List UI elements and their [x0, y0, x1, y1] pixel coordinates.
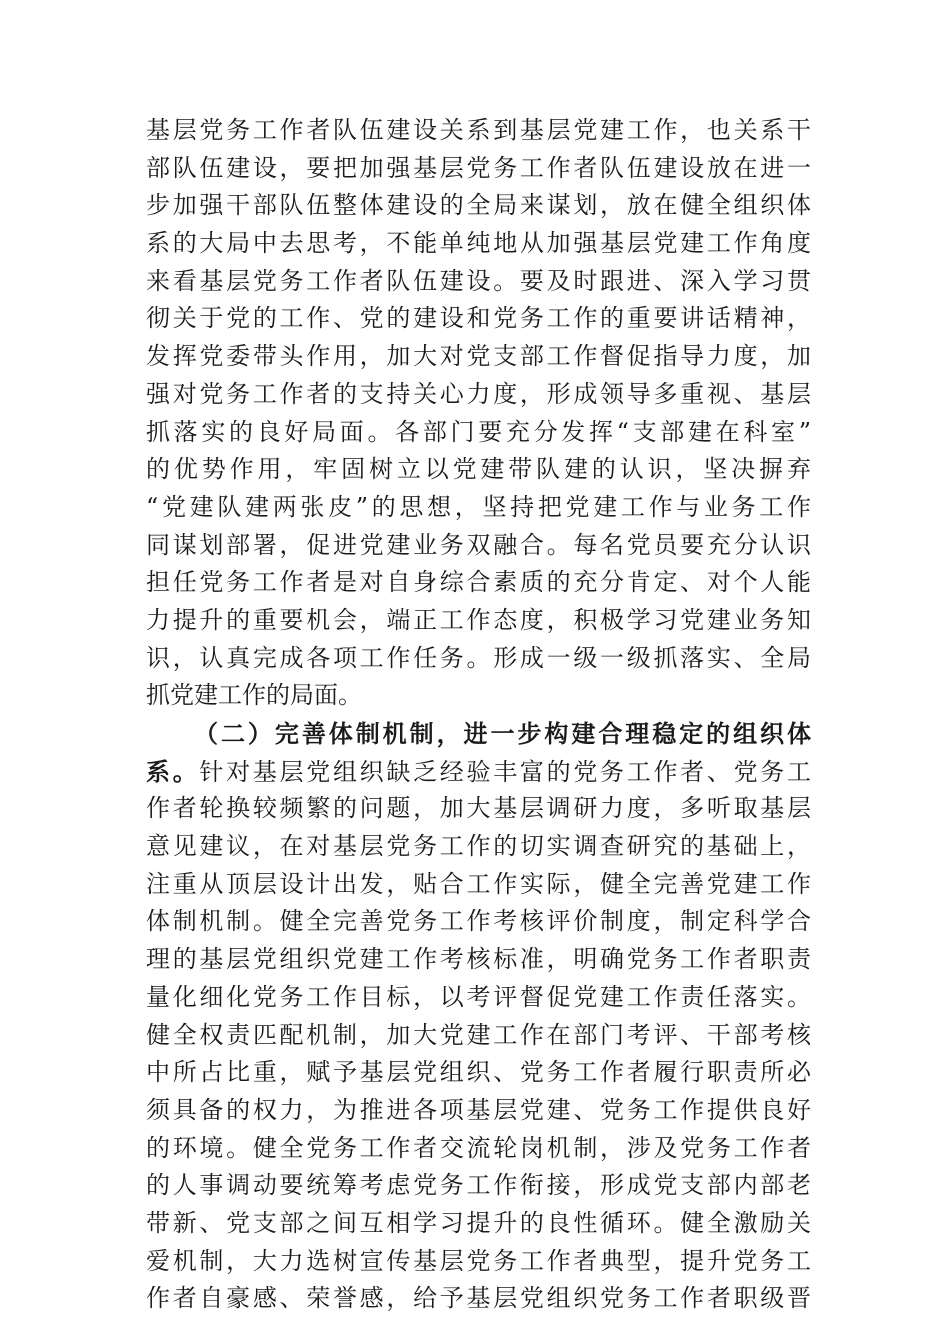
text-line: 带新、党支部之间互相学习提升的良性循环。健全激励关 [146, 1208, 811, 1237]
text-line: 力提升的重要机会，端正工作态度，积极学习党建业务知 [146, 605, 811, 634]
text-line: “党建队建两张皮”的思想，坚持把党建工作与业务工作 [146, 492, 811, 521]
text-line: 作者自豪感、荣誉感，给予基层党组织党务工作者职级晋 [146, 1284, 811, 1313]
text-line: 担任党务工作者是对自身综合素质的充分肯定、对个人能 [146, 568, 811, 597]
text-line: 意见建议，在对基层党务工作的切实调查研究的基础上， [146, 832, 811, 861]
text-line: 抓党建工作的局面。 [146, 681, 362, 710]
text-line: 的环境。健全党务工作者交流轮岗机制，涉及党务工作者 [146, 1133, 811, 1162]
paragraph-2 [146, 715, 811, 1318]
text-line: 系的大局中去思考，不能单纯地从加强基层党建工作角度 [146, 229, 811, 258]
text-line: 体制机制。健全完善党务工作考核评价制度，制定科学合 [146, 907, 811, 936]
text-line: 部队伍建设，要把加强基层党务工作者队伍建设放在进一 [146, 153, 811, 182]
text-line: 理的基层党组织党建工作考核标准，明确党务工作者职责 [146, 945, 811, 974]
text-line: 发挥党委带头作用，加大对党支部工作督促指导力度，加 [146, 342, 811, 371]
text-line: 中所占比重，赋予基层党组织、党务工作者履行职责所必 [146, 1058, 811, 1087]
text-line: 作者轮换较频繁的问题，加大基层调研力度，多听取基层 [146, 794, 811, 823]
text-line: 须具备的权力，为推进各项基层党建、党务工作提供良好 [146, 1095, 811, 1124]
text-line: 基层党务工作者队伍建设关系到基层党建工作，也关系干 [146, 116, 811, 144]
text-line: 注重从顶层设计出发，贴合工作实际，健全完善党建工作 [146, 869, 811, 898]
text-line: 量化细化党务工作目标，以考评督促党建工作责任落实。 [146, 982, 811, 1011]
text-line: 来看基层党务工作者队伍建设。要及时跟进、深入学习贯 [146, 266, 811, 295]
section-heading: （二）完善体制机制，进一步构建合理稳定的组织体 [194, 719, 811, 748]
body-text [146, 112, 811, 1318]
text-line: 强对党务工作者的支持关心力度，形成领导多重视、基层 [146, 379, 811, 408]
text-line: 步加强干部队伍整体建设的全局来谋划，放在健全组织体 [146, 191, 811, 220]
section-heading-continued: 系。 [146, 756, 200, 786]
text-line: 彻关于党的工作、党的建设和党务工作的重要讲话精神， [146, 304, 811, 333]
text-line: 爱机制，大力选树宣传基层党务工作者典型，提升党务工 [146, 1246, 811, 1275]
text-line: 的优势作用，牢固树立以党建带队建的认识，坚决摒弃 [146, 455, 811, 484]
text-line: 识，认真完成各项工作任务。形成一级一级抓落实、全局 [146, 643, 811, 672]
text-line: 抓落实的良好局面。各部门要充分发挥“支部建在科室” [146, 417, 811, 446]
text-line: 同谋划部署，促进党建业务双融合。每名党员要充分认识 [146, 530, 811, 559]
text-line: 的人事调动要统筹考虑党务工作衔接，形成党支部内部老 [146, 1171, 811, 1200]
text-line [146, 753, 811, 791]
paragraph-1 [146, 112, 811, 715]
text-line: 健全权责匹配机制，加大党建工作在部门考评、干部考核 [146, 1020, 811, 1049]
text-line-rest: 针对基层党组织缺乏经验丰富的党务工作者、党务工 [199, 757, 812, 786]
